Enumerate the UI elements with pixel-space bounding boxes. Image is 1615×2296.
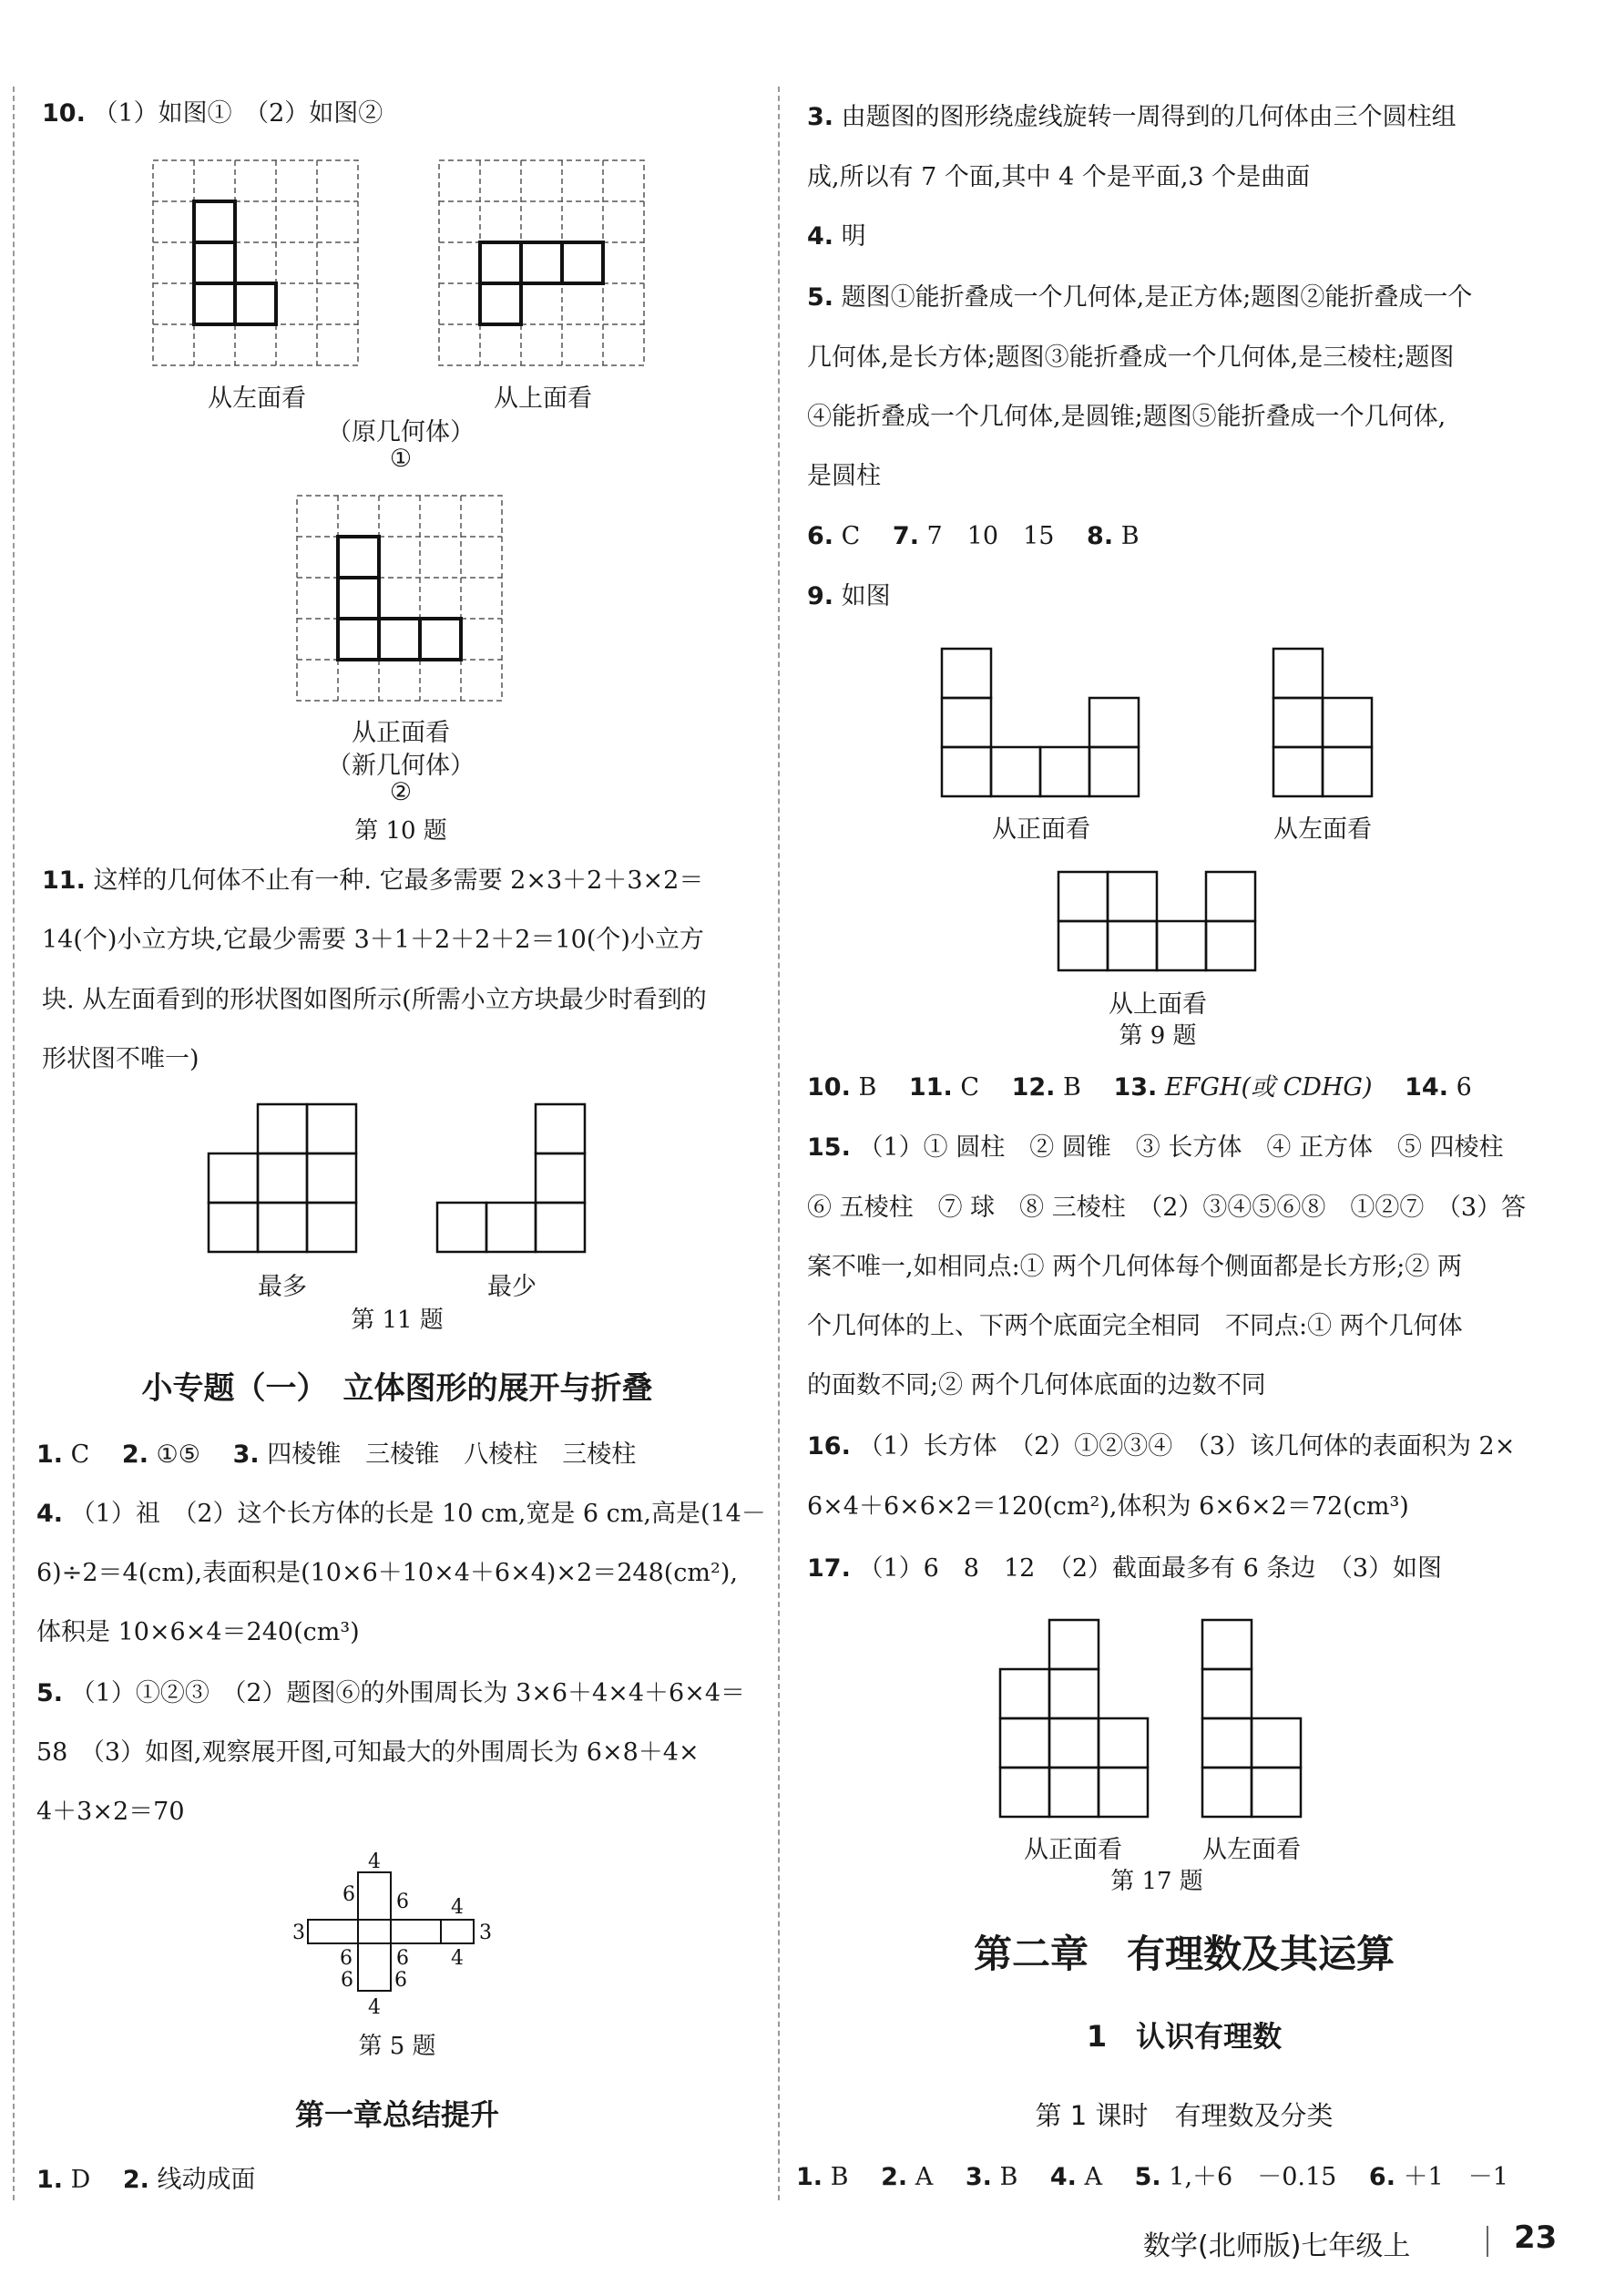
net-label: 6 bbox=[396, 1891, 409, 1913]
r-q6-8: 6. C 7. 7 10 15 8. B bbox=[807, 522, 1140, 550]
r-q16-line-2: 6×4＋6×6×2＝120(cm²),体积为 6×6×2＝72(cm³) bbox=[807, 1492, 1409, 1521]
r-q5-line-2: 几何体,是长方体;题图③能折叠成一个几何体,是三棱柱;题图 bbox=[807, 343, 1455, 372]
q10-caption-new: （新几何体） bbox=[327, 752, 475, 780]
r-q17: 17. （1）6 8 12 （2）截面最多有 6 条边 （3）如图 bbox=[807, 1554, 1443, 1583]
net-label: 6 bbox=[340, 1947, 353, 1970]
r-q5-line-4: 是圆柱 bbox=[807, 462, 881, 490]
q10-caption-front-view: 从正面看 bbox=[352, 719, 450, 747]
q10-caption-left-view: 从左面看 bbox=[208, 384, 306, 413]
net-label: 6 bbox=[394, 1969, 407, 1992]
net-label-bottom: 4 bbox=[368, 1996, 381, 2019]
q11-most-figure bbox=[208, 1102, 363, 1257]
q11-least-figure bbox=[435, 1102, 590, 1257]
q9-top-view-figure bbox=[1057, 870, 1266, 979]
special-5-line-2: 58 （3）如图,观察展开图,可知最大的外围周长为 6×8＋4× bbox=[36, 1738, 700, 1767]
special-answers-1-3: 1. C 2. ①⑤ 3. 四棱锥 三棱锥 八棱柱 三棱柱 bbox=[36, 1440, 637, 1469]
q10-mark-2: ② bbox=[389, 778, 413, 806]
left-margin-line bbox=[13, 87, 15, 2200]
r-q3-line-1: 3. 由题图的图形绕虚线旋转一周得到的几何体由三个圆柱组 bbox=[807, 103, 1457, 131]
q10-front-view-figure bbox=[297, 496, 506, 705]
net-label: 4 bbox=[451, 1947, 464, 1970]
chapter-summary-title: 第一章总结提升 bbox=[294, 2097, 500, 2132]
net-label: 3 bbox=[479, 1922, 492, 1944]
chapter-2-title: 第二章 有理数及其运算 bbox=[973, 1932, 1395, 1976]
net-label: 4 bbox=[451, 1896, 464, 1919]
q9-caption-left: 从左面看 bbox=[1273, 815, 1372, 844]
q11-line-2: 14(个)小立方块,它最少需要 3＋1＋2＋2＋2＝10(个)小立方 bbox=[42, 926, 704, 954]
net-label: 6 bbox=[342, 1883, 355, 1906]
page-number: 23 bbox=[1514, 2219, 1558, 2256]
footer-book-title: 数学(北师版)七年级上 bbox=[1143, 2230, 1411, 2262]
special-5-line-1: 5. （1）①②③ （2）题图⑥的外围周长为 3×6＋4×4＋6×4＝ bbox=[36, 1679, 746, 1707]
special-5-net-figure bbox=[290, 1850, 517, 2032]
q10-caption-top-view: 从上面看 bbox=[494, 384, 592, 413]
lesson-1-title: 第 1 课时 有理数及分类 bbox=[1035, 2100, 1334, 2131]
q17-figure-title: 第 17 题 bbox=[1110, 1868, 1203, 1895]
q9-front-view-figure bbox=[940, 647, 1150, 802]
r-q4: 4. 明 bbox=[807, 222, 866, 251]
special-4-line-1: 4. （1）祖 （2）这个长方体的长是 10 cm,宽是 6 cm,高是(14－ bbox=[36, 1500, 766, 1528]
q10-caption-original: （原几何体） bbox=[327, 418, 475, 446]
r-q10-14: 10. B 11. C 12. B 13. EFGH(或 CDHG) 14. 6 bbox=[807, 1073, 1472, 1102]
q17-left-view-figure bbox=[1201, 1618, 1310, 1823]
r-q5-line-3: ④能折叠成一个几何体,是圆锥;题图⑤能折叠成一个几何体, bbox=[807, 403, 1446, 431]
special-topic-title: 小专题（一） 立体图形的展开与折叠 bbox=[141, 1370, 653, 1407]
special-5-line-3: 4＋3×2＝70 bbox=[36, 1798, 185, 1826]
r-q5-line-1: 5. 题图①能折叠成一个几何体,是正方体;题图②能折叠成一个 bbox=[807, 283, 1473, 312]
q10-figure-title: 第 10 题 bbox=[354, 817, 447, 845]
q17-front-view-figure bbox=[998, 1618, 1153, 1823]
q11-caption-least: 最少 bbox=[487, 1273, 537, 1301]
r-q15-line-2: ⑥ 五棱柱 ⑦ 球 ⑧ 三棱柱 （2）③④⑤⑥⑧ ①②⑦ （3）答 bbox=[807, 1194, 1527, 1222]
q9-caption-front: 从正面看 bbox=[992, 815, 1090, 844]
q11-caption-most: 最多 bbox=[258, 1273, 307, 1301]
section-1-title: 1 认识有理数 bbox=[1086, 2019, 1283, 2054]
q11-line-4: 形状图不唯一) bbox=[42, 1045, 199, 1073]
q10-left-view-figure bbox=[153, 160, 363, 370]
q9-caption-top: 从上面看 bbox=[1109, 990, 1207, 1019]
q17-caption-left: 从左面看 bbox=[1202, 1836, 1301, 1864]
r-q15-line-5: 的面数不同;② 两个几何体底面的边数不同 bbox=[807, 1371, 1266, 1399]
q11-line-3: 块. 从左面看到的形状图如图所示(所需小立方块最少时看到的 bbox=[42, 986, 707, 1014]
q17-caption-front: 从正面看 bbox=[1024, 1836, 1122, 1864]
footer-separator bbox=[1487, 2226, 1488, 2257]
r-q15-line-3: 案不唯一,如相同点:① 两个几何体每个侧面都是长方形;② 两 bbox=[807, 1253, 1462, 1281]
special-4-line-2: 6)÷2＝4(cm),表面积是(10×6＋10×4＋6×4)×2＝248(cm²), bbox=[36, 1559, 738, 1587]
r-q16-line-1: 16. （1）长方体 （2）①②③④ （3）该几何体的表面积为 2× bbox=[807, 1432, 1516, 1461]
q11-line-1: 11. 这样的几何体不止有一种. 它最多需要 2×3＋2＋3×2＝ bbox=[42, 866, 704, 895]
special-5-figure-title: 第 5 题 bbox=[358, 2033, 436, 2060]
special-4-line-3: 体积是 10×6×4＝240(cm³) bbox=[36, 1618, 360, 1646]
net-label: 6 bbox=[396, 1947, 409, 1970]
summary-answers-1-2: 1. D 2. 线动成面 bbox=[36, 2166, 256, 2194]
q11-figure-title: 第 11 题 bbox=[351, 1307, 444, 1334]
r-last-answers: 1. B 2. A 3. B 4. A 5. 1,＋6 －0.15 6. ＋1 －1 bbox=[796, 2163, 1508, 2191]
r-q15-line-4: 个几何体的上、下两个底面完全相同 不同点:① 两个几何体 bbox=[807, 1312, 1463, 1340]
q10-top-view-figure bbox=[439, 160, 649, 370]
r-q9: 9. 如图 bbox=[807, 582, 891, 610]
net-label: 3 bbox=[292, 1922, 305, 1944]
q9-figure-title: 第 9 题 bbox=[1119, 1022, 1197, 1050]
column-divider bbox=[778, 87, 780, 2200]
q9-left-view-figure bbox=[1272, 647, 1381, 802]
r-q15-line-1: 15. （1）① 圆柱 ② 圆锥 ③ 长方体 ④ 正方体 ⑤ 四棱柱 bbox=[807, 1133, 1504, 1162]
r-q3-line-2: 成,所以有 7 个面,其中 4 个是平面,3 个是曲面 bbox=[807, 163, 1311, 191]
q10-answer: 10. （1）如图① （2）如图② bbox=[42, 99, 383, 128]
net-label-top: 4 bbox=[368, 1850, 381, 1873]
q10-mark-1: ① bbox=[389, 445, 413, 473]
net-label: 6 bbox=[341, 1969, 353, 1992]
